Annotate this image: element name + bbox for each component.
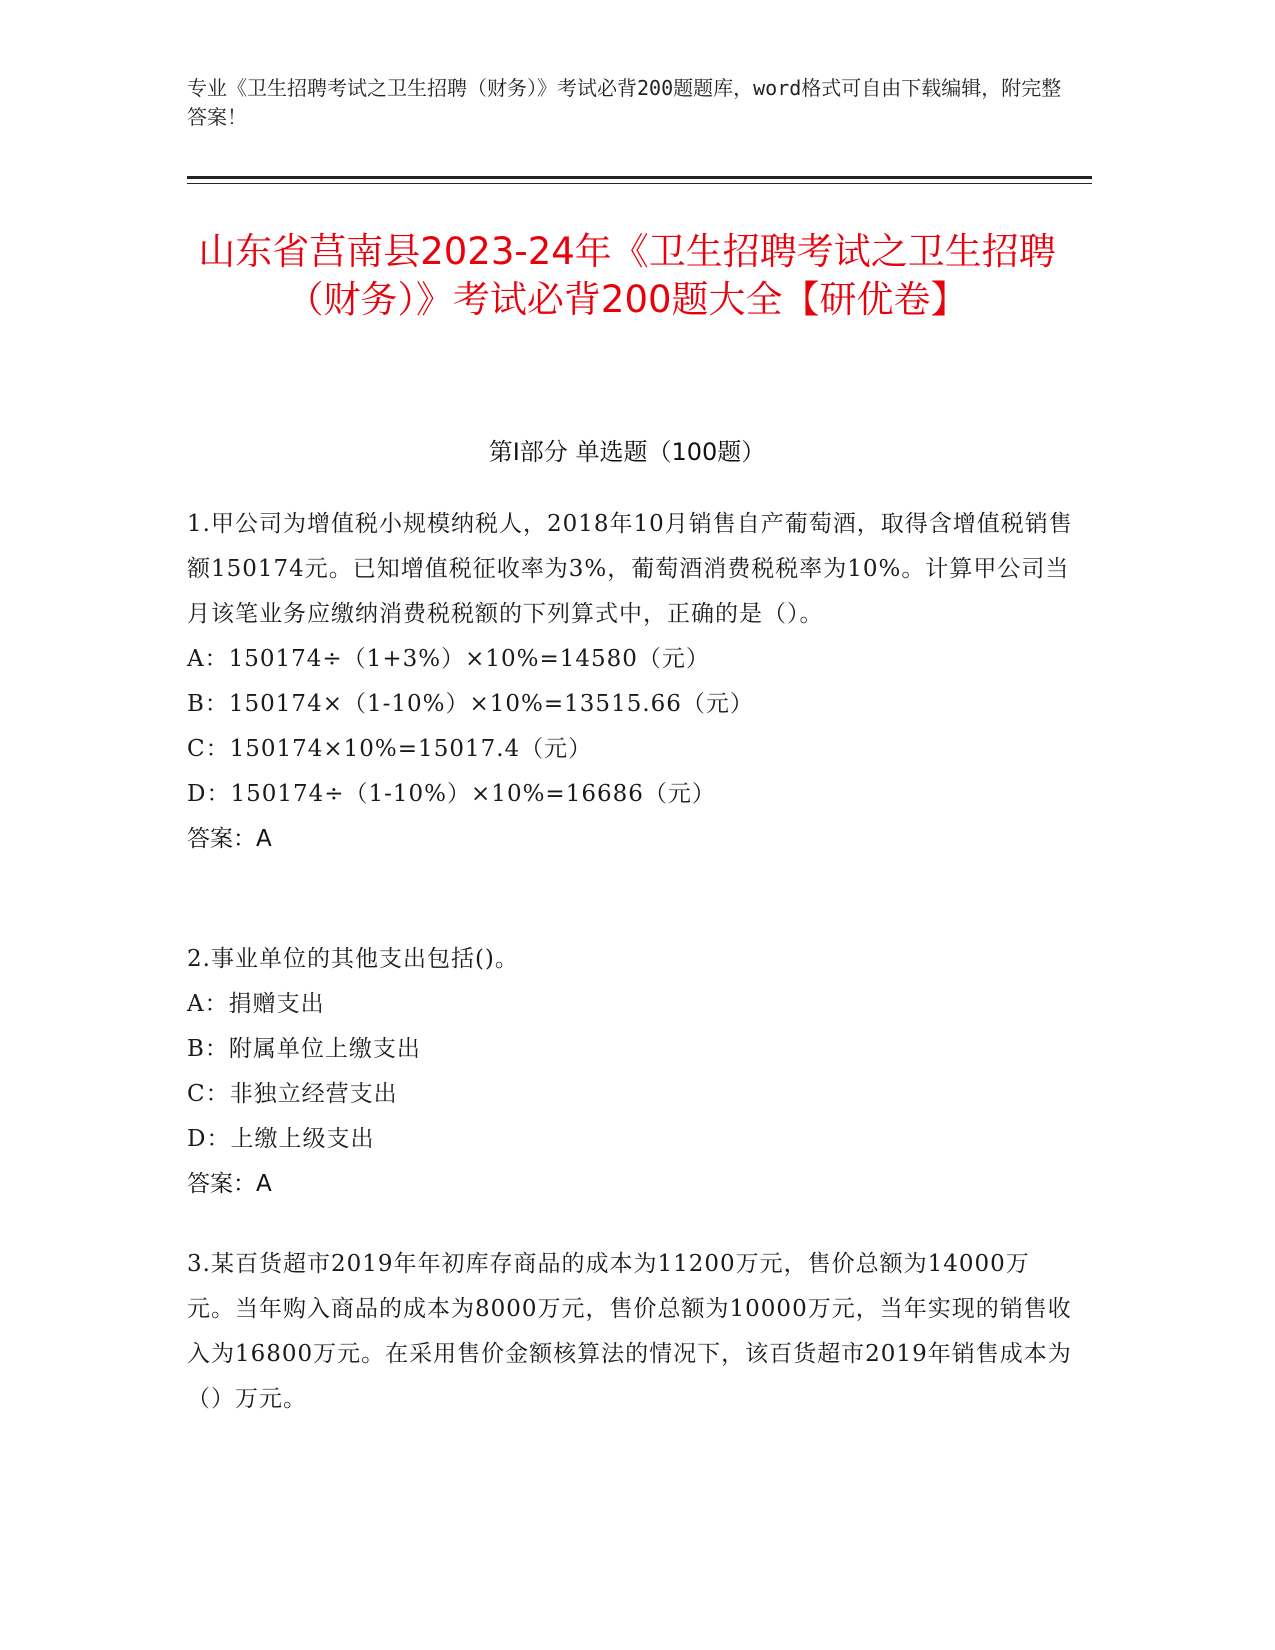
header-divider-thin xyxy=(187,183,1092,184)
option-d: D：上缴上级支出 xyxy=(187,1126,375,1152)
header-divider-thick xyxy=(187,176,1092,179)
header-note: 专业《卫生招聘考试之卫生招聘（财务）》考试必背200题题库，word格式可自由下载编辑，附完整答案！ xyxy=(187,76,1062,129)
question-2 xyxy=(187,937,1077,1207)
option-b: B：附属单位上缴支出 xyxy=(187,1036,421,1062)
option-a: A：150174÷（1+3%）×10%=14580（元） xyxy=(187,646,710,672)
option-c: C：150174×10%=15017.4（元） xyxy=(187,736,593,762)
answer: 答案：A xyxy=(187,1171,272,1197)
option-c: C：非独立经营支出 xyxy=(187,1081,398,1107)
question-stem: 2.事业单位的其他支出包括()。 xyxy=(187,946,519,972)
answer: 答案：A xyxy=(187,826,272,852)
question-1 xyxy=(187,502,1077,862)
section-heading: 第I部分 单选题（100题） xyxy=(488,438,766,466)
question-stem: 1.甲公司为增值税小规模纳税人，2018年10月销售自产葡萄酒，取得含增值税销售额150174元。已知增值税征收率为3%，葡萄酒消费税税率为10%。计算甲公司当月该笔业务应缴纳消费税税额的下列算式中，正确的是（）。 xyxy=(187,511,1073,627)
question-stem: 3.某百货超市2019年年初库存商品的成本为11200万元，售价总额为14000万元。当年购入商品的成本为8000万元，售价总额为10000万元，当年实现的销售收入为16800万元。在采用售价金额核算法的情况下，该百货超市2019年销售成本为（）万元。 xyxy=(187,1251,1072,1412)
question-3 xyxy=(187,1242,1077,1422)
option-d: D：150174÷（1-10%）×10%=16686（元） xyxy=(187,781,716,807)
option-a: A：捐赠支出 xyxy=(187,991,325,1017)
option-b: B：150174×（1-10%）×10%=13515.66（元） xyxy=(187,691,754,717)
document-title: 山东省莒南县2023-24年《卫生招聘考试之卫生招聘（财务）》考试必背200题大全【研优卷】 xyxy=(198,230,1056,321)
